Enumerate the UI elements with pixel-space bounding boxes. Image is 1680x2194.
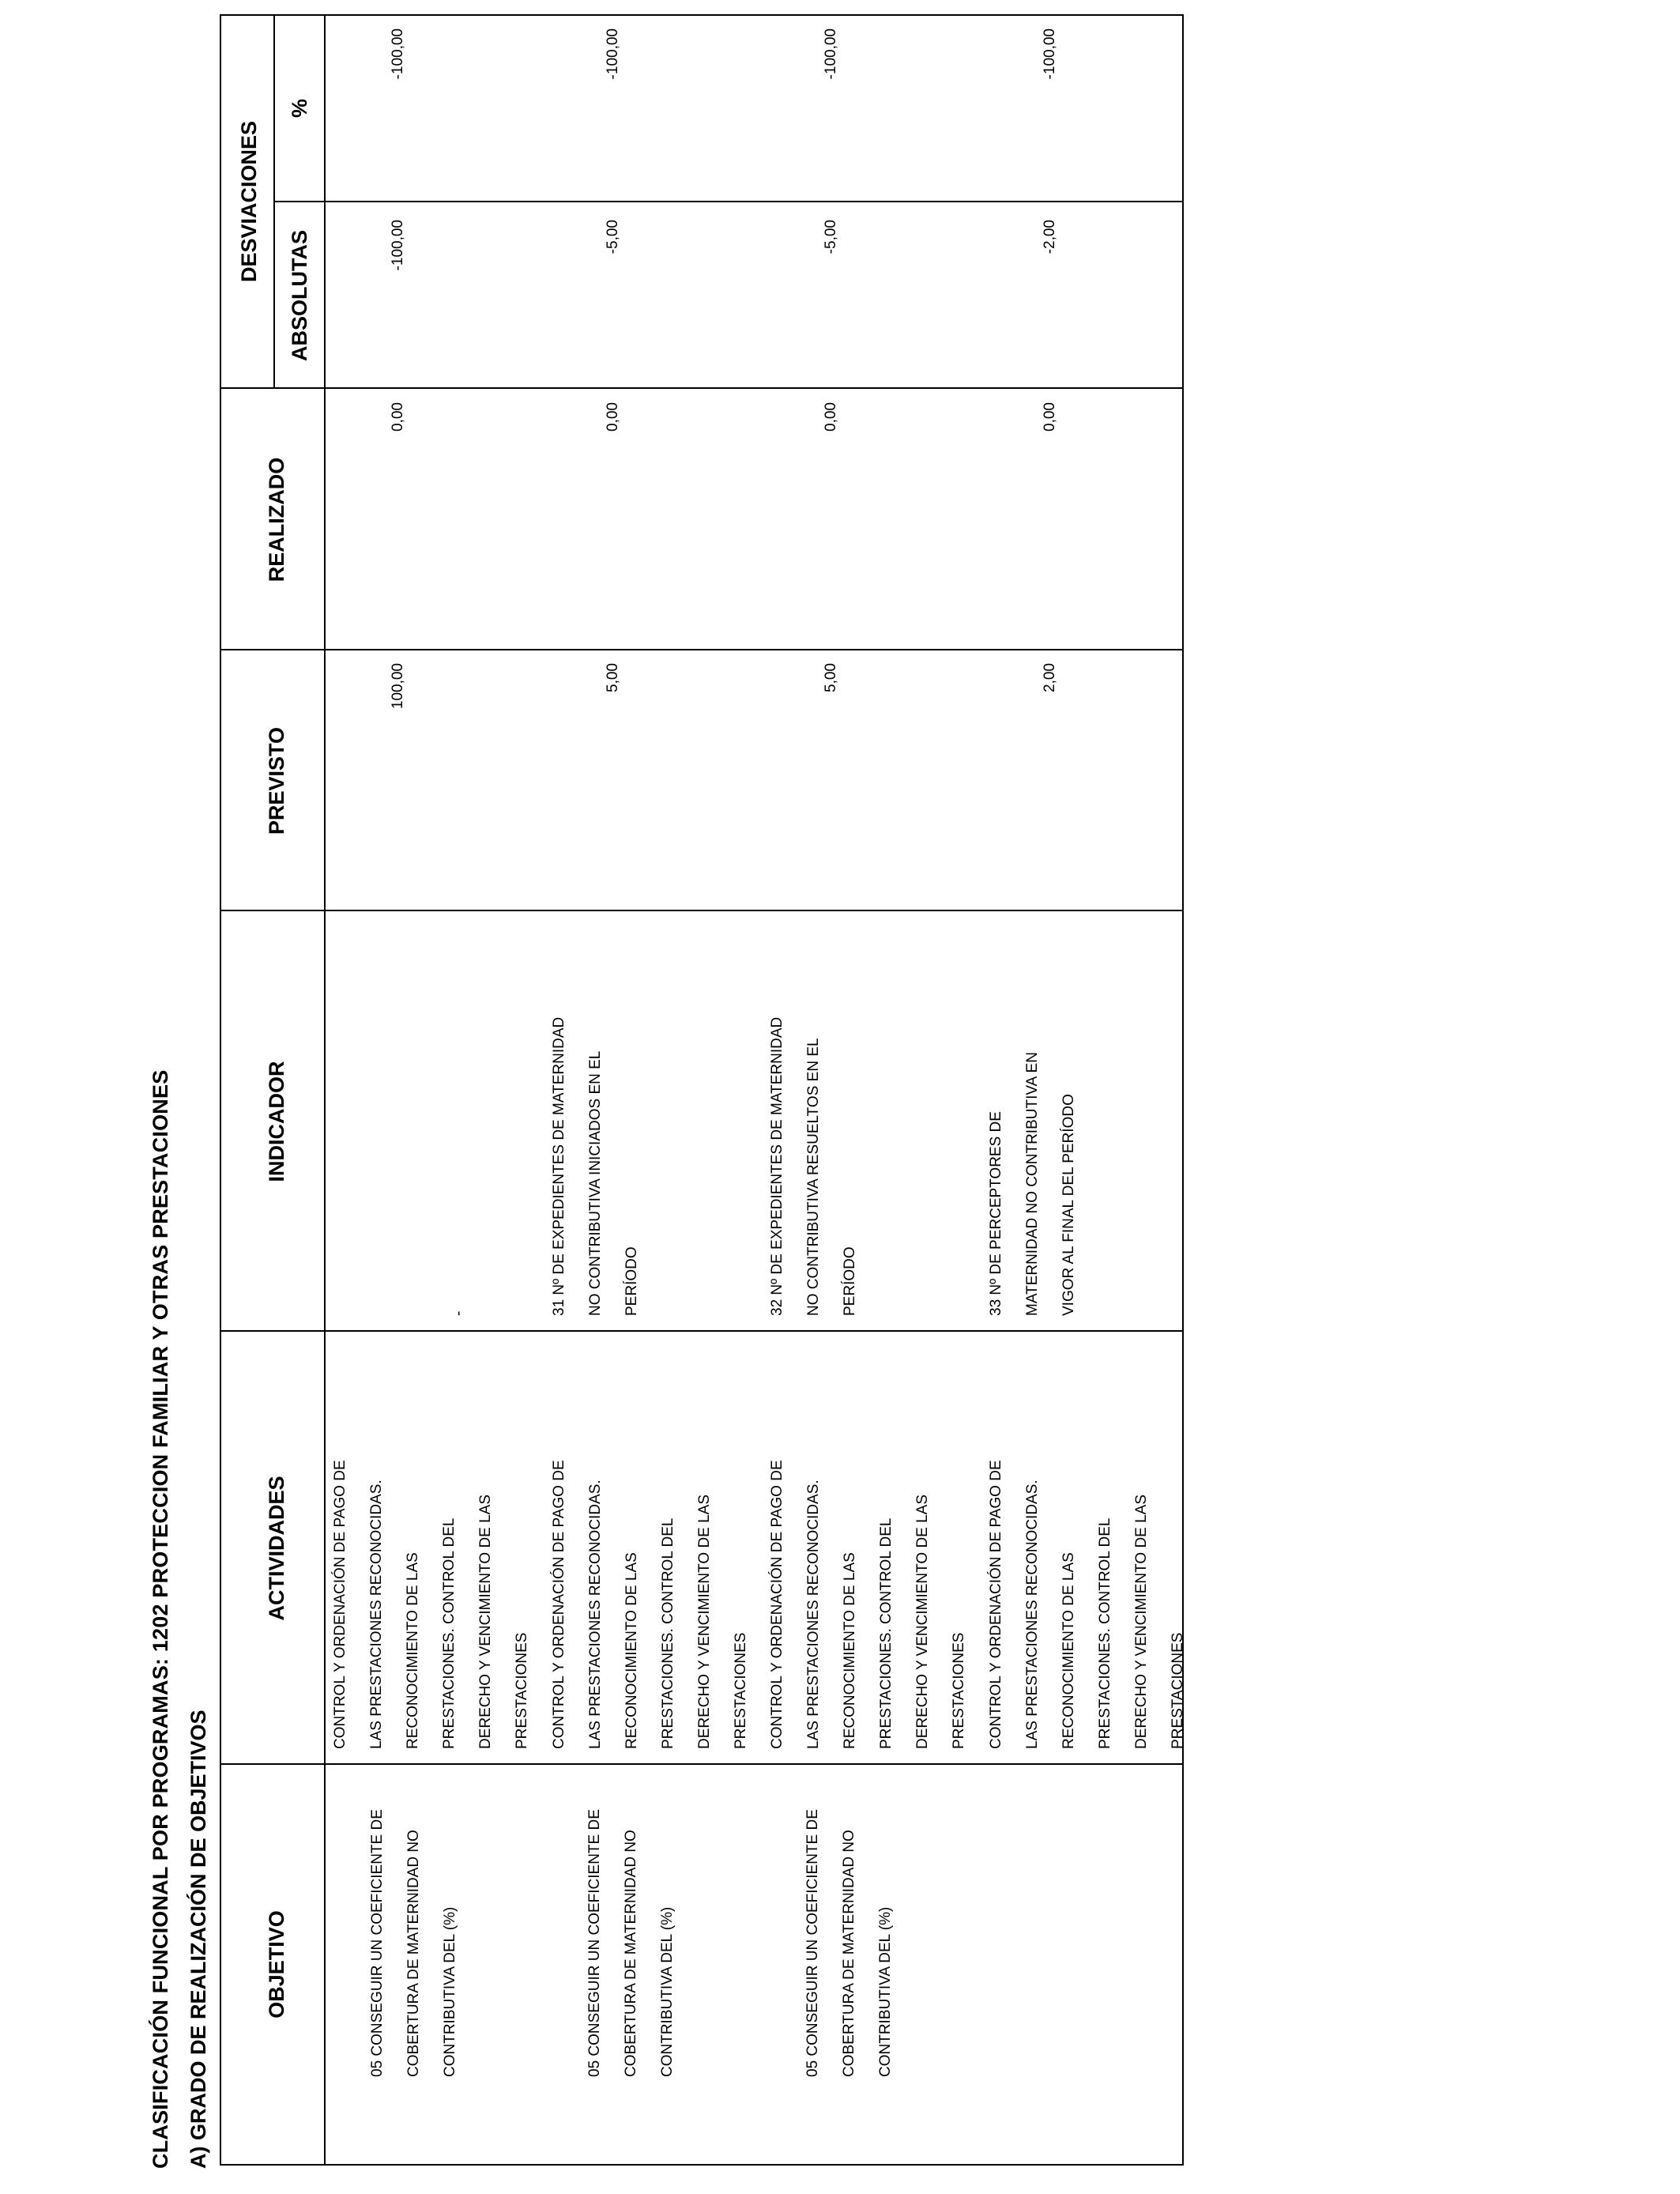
row-1-realizado: 0,00 <box>605 402 621 432</box>
col-divider <box>221 1330 1182 1332</box>
row-2-indicador: 32 Nº DE EXPEDIENTES DE MATERNIDAD NO CONTRIBUTIVA RESUELTOS EN EL PERÍODO <box>769 1016 858 1316</box>
row-1-actividades: CONTROL Y ORDENACIÓN DE PAGO DE LAS PRESTACIONES RECONOCIDAS. RECONOCIMIENTO DE LAS PRESTACIONES. CONTROL DEL DERECHO Y VENCIMIENTO DE LAS PRESTACIONES <box>551 1460 749 1749</box>
header-realizado: REALIZADO <box>265 457 288 582</box>
col-divider <box>221 649 1182 650</box>
header-desviaciones: DESVIACIONES <box>237 120 261 283</box>
row-0-previsto: 100,00 <box>390 663 406 710</box>
page-title: CLASIFICACIÓN FUNCIONAL POR PROGRAMAS: 1202 PROTECCION FAMILIAR Y OTRAS PRESTACIONES <box>149 1069 172 2169</box>
row-1-absolutas: -5,00 <box>605 220 621 254</box>
row-3-indicador: 33 Nº DE PERCEPTORES DE MATERNIDAD NO CONTRIBUTIVA EN VIGOR AL FINAL DEL PERÍODO <box>988 1052 1077 1316</box>
col-divider <box>221 387 1182 389</box>
section-subtitle: A) GRADO DE REALIZACIÓN DE OBJETIVOS <box>186 1710 210 2169</box>
header-actividades: ACTIVIDADES <box>265 1476 288 1621</box>
row-3-previsto: 2,00 <box>1042 663 1058 692</box>
row-0-objetivo: 05 CONSEGUIR UN COEFICIENTE DE COBERTURA DE MATERNIDAD NO CONTRIBUTIVA DEL (%) <box>369 1809 458 2077</box>
header-objetivo: OBJETIVO <box>265 1910 288 2019</box>
desviaciones-divider <box>273 16 275 389</box>
row-2-absolutas: -5,00 <box>823 220 839 254</box>
row-2-actividades: CONTROL Y ORDENACIÓN DE PAGO DE LAS PRESTACIONES RECONOCIDAS. RECONOCIMIENTO DE LAS PRESTACIONES. CONTROL DEL DERECHO Y VENCIMIENTO DE LAS PRESTACIONES <box>769 1460 967 1749</box>
row-0-realizado: 0,00 <box>390 402 406 432</box>
objectives-table <box>220 14 1184 2166</box>
header-previsto: PREVISTO <box>265 726 288 835</box>
row-1-previsto: 5,00 <box>605 663 621 692</box>
row-2-objetivo: 05 CONSEGUIR UN COEFICIENTE DE COBERTURA DE MATERNIDAD NO CONTRIBUTIVA DEL (%) <box>804 1809 894 2077</box>
col-divider <box>221 910 1182 911</box>
row-0-indicador: - <box>450 1310 467 1316</box>
row-2-realizado: 0,00 <box>823 402 839 432</box>
row-0-actividades: CONTROL Y ORDENACIÓN DE PAGO DE LAS PRESTACIONES RECONOCIDAS. RECONOCIMIENTO DE LAS PRESTACIONES. CONTROL DEL DERECHO Y VENCIMIENTO DE LAS PRESTACIONES <box>332 1460 530 1749</box>
row-1-objetivo: 05 CONSEGUIR UN COEFICIENTE DE COBERTURA DE MATERNIDAD NO CONTRIBUTIVA DEL (%) <box>586 1809 676 2077</box>
row-1-pct: -100,00 <box>605 28 621 80</box>
row-2-pct: -100,00 <box>823 28 839 80</box>
row-0-pct: -100,00 <box>390 28 406 80</box>
header-indicador: INDICADOR <box>265 1061 288 1182</box>
row-3-absolutas: -2,00 <box>1042 220 1058 254</box>
header-absolutas: ABSOLUTAS <box>288 230 311 361</box>
row-0-absolutas: -100,00 <box>390 220 406 271</box>
row-1-indicador: 31 Nº DE EXPEDIENTES DE MATERNIDAD NO CONTRIBUTIVA INICIADOS EN EL PERÍODO <box>551 1016 640 1316</box>
col-divider <box>221 1763 1182 1765</box>
header-pct: % <box>288 99 311 119</box>
row-3-realizado: 0,00 <box>1042 402 1058 432</box>
row-3-pct: -100,00 <box>1042 28 1058 80</box>
row-3-actividades: CONTROL Y ORDENACIÓN DE PAGO DE LAS PRESTACIONES RECONOCIDAS. RECONOCIMIENTO DE LAS PRESTACIONES. CONTROL DEL DERECHO Y VENCIMIENTO DE LAS PRESTACIONES <box>988 1460 1186 1749</box>
header-divider <box>324 16 326 2164</box>
row-2-previsto: 5,00 <box>823 663 839 692</box>
